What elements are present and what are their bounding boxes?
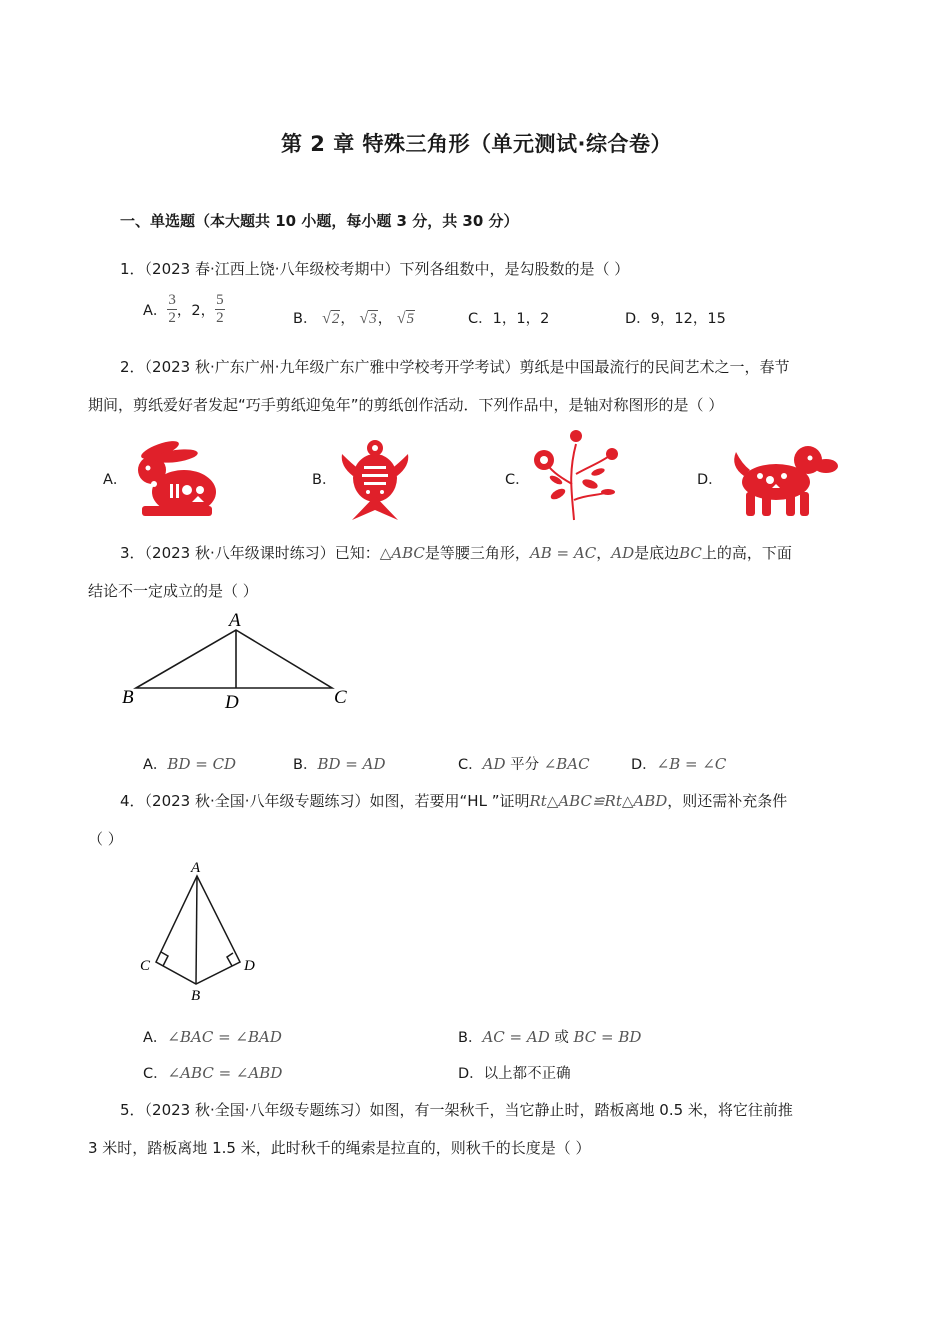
q2-option-b: B．: [312, 472, 337, 488]
q1-option-a: A． $\frac{3}{2}$ ，2， $\frac{5}{2}$: [143, 292, 224, 326]
q4-label-b: B: [191, 988, 201, 1004]
q4-label-a: A: [191, 860, 201, 876]
q5-line1: 5．（2023 秋·全国·八年级专题练习）如图，有一架秋千，当它静止时，踏板离地 0.5 米，将它往前推: [120, 1101, 793, 1119]
q3-option-d: D．∠B = ∠C: [631, 755, 727, 773]
q3-line1: 3．（2023 秋·八年级课时练习）已知：△ABC是等腰三角形，AB = AC，AD是底边BC上的高，下面: [120, 544, 792, 562]
sqrt: √3: [359, 310, 377, 327]
q1-option-d: D．9，12，15: [625, 311, 726, 327]
dog-papercut-image: [724, 442, 840, 520]
q3-option-c: C．AD 平分 ∠BAC: [458, 755, 590, 773]
q3-label-b: B: [122, 687, 134, 708]
q2-line1: 2．（2023 秋·广东广州·九年级广东广雅中学校考开学考试）剪纸是中国最流行的民间艺术之一，春节: [120, 358, 790, 376]
page-title: 第 2 章 特殊三角形（单元测试·综合卷）: [281, 132, 673, 156]
q4-label-c: C: [140, 958, 151, 974]
q3-label-c: C: [334, 687, 347, 708]
q4-option-c: C．∠ABC = ∠ABD: [143, 1064, 283, 1082]
q3-line2: 结论不一定成立的是（ ）: [88, 582, 258, 600]
flower-papercut-image: [528, 424, 620, 522]
q3-option-a: A．BD = CD: [143, 755, 237, 773]
q5-line2: 3 米时，踏板离地 1.5 米，此时秋千的绳索是拉直的，则秋千的长度是（ ）: [88, 1139, 591, 1157]
q1-option-c: C．1，1，2: [468, 311, 550, 327]
q4-option-d: D．以上都不正确: [458, 1066, 571, 1082]
fraction: $\frac{5}{2}$: [216, 292, 224, 326]
sqrt: √5: [396, 310, 415, 327]
q4-option-b: B．AC = AD 或 BC = BD: [458, 1028, 642, 1046]
q4-label-d: D: [244, 958, 255, 974]
q3-label-d: D: [225, 692, 239, 713]
q1-stem: 1．（2023 春·江西上饶·八年级校考期中）下列各组数中，是勾股数的是（ ）: [120, 260, 630, 278]
q2-option-a: A．: [103, 472, 128, 488]
q3-label-a: A: [229, 610, 241, 631]
fish-papercut-image: [338, 436, 412, 522]
q2-option-c: C．: [505, 472, 530, 488]
q4-line2: （ ）: [88, 830, 123, 848]
section-heading: 一、单选题（本大题共 10 小题，每小题 3 分，共 30 分）: [120, 212, 519, 230]
q4-kite-figure: [132, 856, 262, 1006]
q2-option-d: D．: [697, 472, 723, 488]
q3-option-b: B．BD = AD: [293, 755, 386, 773]
q4-line1: 4．（2023 秋·全国·八年级专题练习）如图，若要用“HL ”证明Rt△ABC≌Rt△ABD，则还需补充条件: [120, 792, 788, 810]
q1-option-b: B． √2， √3， √5: [293, 310, 415, 327]
rabbit-papercut-image: [132, 440, 220, 520]
q3-triangle-figure: [118, 608, 354, 712]
sqrt: √2: [322, 310, 340, 327]
q2-line2: 期间，剪纸爱好者发起“巧手剪纸迎兔年”的剪纸创作活动．下列作品中，是轴对称图形的是（ ）: [88, 396, 724, 414]
q4-option-a: A．∠BAC = ∠BAD: [143, 1028, 282, 1046]
fraction: $\frac{3}{2}$: [168, 292, 176, 326]
